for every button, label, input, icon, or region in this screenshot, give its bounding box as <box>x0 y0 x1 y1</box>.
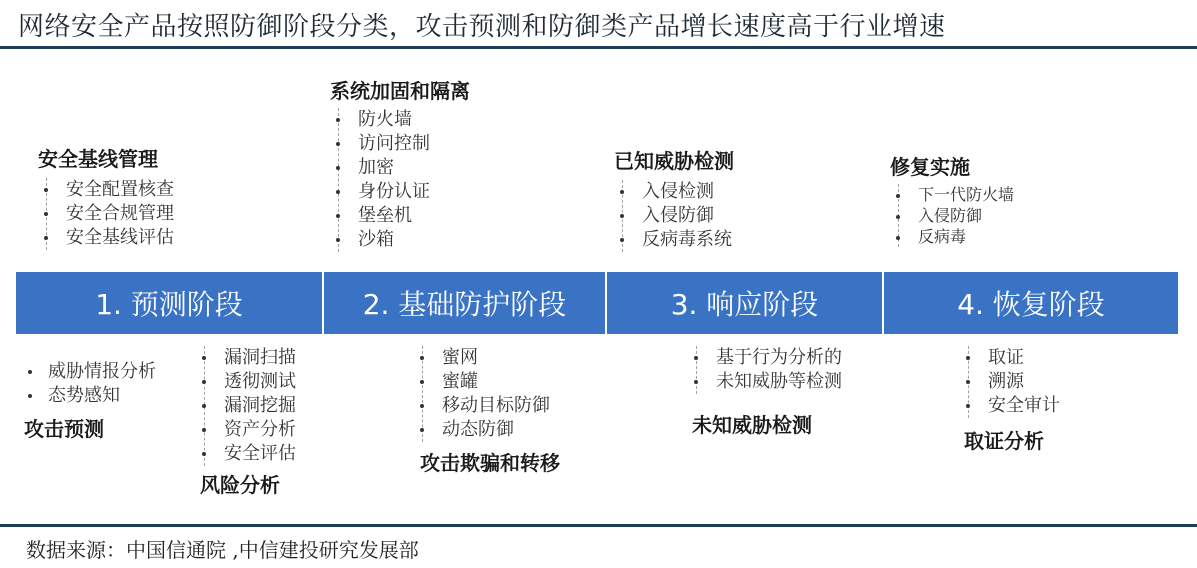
stage-bar <box>16 272 1178 334</box>
list-item: 身份认证 <box>339 180 470 204</box>
stage-recovery: 4. 恢复阶段 <box>882 272 1178 334</box>
list-item: 安全配置核查 <box>47 178 174 202</box>
item-list <box>204 346 296 466</box>
group-risk-analysis <box>196 346 296 498</box>
list-item: 加密 <box>339 156 470 180</box>
group-title: 未知威胁检测 <box>692 413 812 437</box>
stage-basic-protection: 2. 基础防护阶段 <box>322 272 605 334</box>
list-item: 移动目标防御 <box>423 394 560 418</box>
page-title: 网络安全产品按照防御阶段分类，攻击预测和防御类产品增长速度高于行业增速 <box>18 12 946 42</box>
group-known-threat-detection <box>614 148 734 252</box>
list-item: 取证 <box>969 346 1060 370</box>
group-title: 取证分析 <box>964 429 1044 453</box>
list-item: 动态防御 <box>423 418 560 442</box>
list-item: 蜜罐 <box>423 370 560 394</box>
group-title: 风险分析 <box>200 473 280 497</box>
list-item: 透彻测试 <box>205 370 296 394</box>
item-list <box>338 108 470 252</box>
list-item: 沙箱 <box>339 228 470 252</box>
group-forensics-analysis <box>960 346 1060 454</box>
item-list <box>46 178 174 250</box>
list-item: 反病毒 <box>899 226 1014 247</box>
list-item: 安全审计 <box>969 394 1060 418</box>
stage-predict: 1. 预测阶段 <box>16 272 322 334</box>
group-system-hardening <box>330 78 470 252</box>
group-attack-deception <box>414 346 560 476</box>
item-list <box>422 346 560 442</box>
item-list <box>696 346 842 394</box>
item-list <box>898 184 1014 247</box>
list-item: 安全合规管理 <box>47 202 174 226</box>
top-divider <box>0 46 1197 49</box>
list-item: 安全基线评估 <box>47 226 174 250</box>
list-item: 漏洞挖掘 <box>205 394 296 418</box>
list-item: 堡垒机 <box>339 204 470 228</box>
group-title: 修复实施 <box>890 155 970 179</box>
list-item: 威胁情报分析 <box>22 360 156 384</box>
list-item: 防火墙 <box>339 108 470 132</box>
list-item: 下一代防火墙 <box>899 184 1014 205</box>
group-title: 系统加固和隔离 <box>330 79 470 103</box>
group-title: 已知威胁检测 <box>614 149 734 173</box>
item-list <box>622 180 734 252</box>
group-title: 攻击预测 <box>24 417 104 441</box>
list-item: 入侵检测 <box>623 180 734 204</box>
list-item: 漏洞扫描 <box>205 346 296 370</box>
list-item: 溯源 <box>969 370 1060 394</box>
group-attack-prediction <box>22 360 156 442</box>
list-item: 未知威胁等检测 <box>697 370 842 394</box>
list-item: 入侵防御 <box>623 204 734 228</box>
list-item: 安全评估 <box>205 442 296 466</box>
bottom-divider <box>0 524 1197 527</box>
stage-response: 3. 响应阶段 <box>605 272 882 334</box>
group-baseline-management <box>38 146 174 250</box>
list-item: 资产分析 <box>205 418 296 442</box>
list-item: 入侵防御 <box>899 205 1014 226</box>
group-unknown-threat-detection <box>688 346 842 438</box>
list-item: 反病毒系统 <box>623 228 734 252</box>
item-list <box>22 360 156 408</box>
group-repair-implementation <box>890 154 1014 247</box>
item-list <box>968 346 1060 418</box>
list-item: 基于行为分析的 <box>697 346 842 370</box>
list-item: 访问控制 <box>339 132 470 156</box>
group-title: 安全基线管理 <box>38 147 158 171</box>
list-item: 蜜网 <box>423 346 560 370</box>
group-title: 攻击欺骗和转移 <box>420 451 560 475</box>
source-note: 数据来源：中国信通院 ,中信建投研究发展部 <box>26 538 419 562</box>
list-item: 态势感知 <box>22 384 156 408</box>
